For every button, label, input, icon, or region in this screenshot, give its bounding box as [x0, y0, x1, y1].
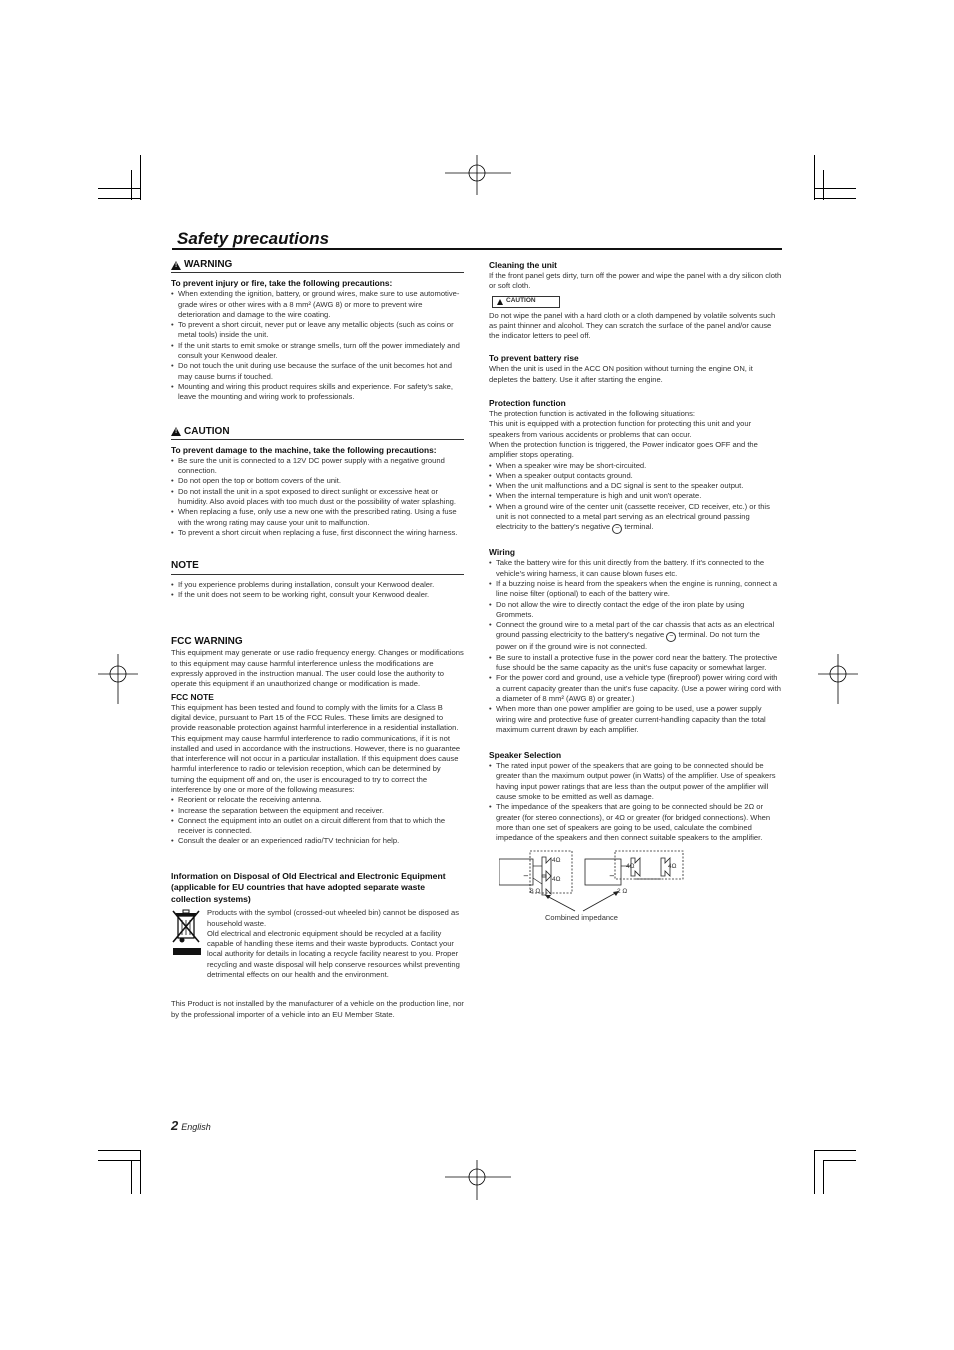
list-item: • Do not touch the unit during use because the surface of the unit becomes hot and may cause burns if touched. — [171, 361, 464, 382]
page-language: English — [181, 1122, 211, 1132]
caution-list — [171, 456, 464, 538]
impedance-diagram-graphic — [499, 849, 699, 921]
list-item: • When a speaker output contacts ground. — [489, 471, 782, 481]
list-item: • Take the battery wire for this unit directly from the battery. If it's connected to the vehicle's wiring harness, it can cause blown fuses etc. — [489, 558, 782, 579]
list-item: • Do not allow the wire to directly contact the edge of the iron plate by using Grommets. — [489, 600, 782, 621]
list-item-text: When a ground wire of the center unit (cassette receiver, CD receiver, etc.) or this unit is not connected to a metal part serving as an electrical ground passing electricity to the battery's negative — [496, 501, 770, 532]
impedance-label-4ohm: 4Ω — [552, 857, 561, 865]
impedance-label-4ohm: 4Ω — [552, 876, 561, 884]
list-item: • Connect the equipment into an outlet on a circuit different from that to which the receiver is connected. — [171, 816, 464, 837]
protection-text-3: When the protection function is triggered, the Power indicator goes OFF and the amplifier stops operating. — [489, 439, 758, 460]
registration-mark-top — [445, 155, 511, 195]
speaker-list — [489, 761, 782, 843]
fcc-note-text: This equipment has been tested and found to comply with the limits for a Class B digital device, pursuant to Part 15 of the FCC Rules. These limits are designed to provide reasonable protection against harmful interference in a residential installation. This equipment may cause harmful interference to radio communications, if it is not installed and used in accordance with the instructions. However, there is no guarantee that interference will not occur in a particular installation. If this equipment does cause harmful interference to radio or television reception, which can be determined by turning the equipment off and on, the user is encouraged to try to correct the interference by one or more of the following measures: — [171, 702, 461, 794]
impedance-diagram — [489, 849, 782, 931]
caution-subheading: To prevent damage to the machine, take the following precautions: — [171, 444, 437, 455]
list-item: • Do not install the unit in a spot exposed to direct sunlight or excessive heat or humidity. Also avoid places with too much dust or the possibility of water splashing. — [171, 487, 464, 508]
title-divider — [172, 248, 782, 250]
page-title: Safety precautions — [177, 229, 330, 248]
note-list — [171, 580, 464, 601]
disposal-text — [207, 908, 464, 980]
list-item: • When a speaker wire may be short-circuited. — [489, 461, 782, 471]
list-item: • Increase the separation between the equipment and receiver. — [171, 806, 464, 816]
impedance-label-8ohm: 8 Ω — [530, 888, 541, 896]
page-number: 2 — [171, 1118, 179, 1133]
list-item: • Be sure the unit is connected to a 12V DC power supply with a negative ground connection. — [171, 456, 464, 477]
impedance-label-2ohm: 2 Ω — [617, 888, 628, 896]
list-item: • When the unit malfunctions and a DC signal is sent to the speaker output. — [489, 481, 782, 491]
warning-heading-text: WARNING — [184, 259, 233, 270]
cleaning-heading: Cleaning the unit — [489, 260, 557, 270]
impedance-caption: Combined impedance — [545, 913, 618, 923]
fcc-note-list — [171, 795, 464, 846]
list-item — [489, 620, 782, 653]
caution-badge-label: CAUTION — [506, 297, 536, 305]
warning-list — [171, 289, 464, 402]
wiring-heading: Wiring — [489, 547, 515, 558]
speaker-heading: Speaker Selection — [489, 750, 562, 761]
list-item: • If you experience problems during installation, consult your Kenwood dealer. — [171, 580, 464, 590]
negative-terminal-icon: − — [612, 524, 622, 534]
list-item: • The rated input power of the speakers that are going to be connected should be greater than the maximum output power (in Watts) of the amplifier. Use of speakers having input power ratings that are less than the output power of the amplifier will cause smoke to be emitted as well as damage. — [489, 761, 782, 802]
list-item: • Consult the dealer or an experienced radio/TV technician for help. — [171, 836, 464, 846]
disposal-block — [171, 908, 464, 980]
registration-mark-bottom — [445, 1160, 511, 1200]
caution-heading-text: CAUTION — [184, 425, 230, 437]
right-column — [489, 260, 782, 931]
list-item: • When the internal temperature is high and unit won't operate. — [489, 491, 782, 501]
left-column — [171, 260, 464, 1020]
list-item: • The impedance of the speakers that are going to be connected should be 2Ω or greater (for stereo connections), or 4Ω or greater (for bridged connections). When more than one set of speakers are going to be used, calculate the combined impedance of the speakers and then connect suitable speakers to the amplifier. — [489, 802, 782, 843]
warning-icon: ! — [171, 261, 181, 270]
caution-icon: ! — [171, 427, 181, 436]
registration-mark-left — [98, 654, 138, 704]
disposal-text-2: Old electrical and electronic equipment should be recycled at a facility capable of handling these items and their waste byproducts. Contact your local authority for details in locating a recycle facility nearest to you. Proper recycling and waste disposal will help conserve resources whilst preventing detrimental effects on our health and the environment. — [207, 928, 460, 980]
cleaning-text: If the front panel gets dirty, turn off the power and wipe the panel with a dry silicon cloth or soft cloth. — [489, 271, 782, 291]
wiring-list — [489, 558, 782, 735]
cleaning-caution-text: Do not wipe the panel with a hard cloth or a cloth dampened by volatile solvents such as paint thinner and alcohol. They can scratch the surface of the panel and/or cause the indicator letters to peel off. — [489, 310, 776, 341]
note-heading — [171, 561, 464, 574]
svg-text:−: − — [523, 872, 529, 881]
list-item — [489, 502, 782, 535]
list-item: • Mounting and wiring this product requires skills and experience. For safety's sake, leave the mounting and wiring work to professionals. — [171, 382, 464, 403]
list-item: • Be sure to install a protective fuse in the power cord near the battery. The protective fuse should be the same capacity as the unit's fuse capacity or somewhat larger. — [489, 653, 782, 674]
disposal-text-1: Products with the symbol (crossed-out wheeled bin) cannot be disposed as household waste. — [207, 908, 459, 928]
protection-heading: Protection function — [489, 398, 566, 409]
list-item: • For the power cord and ground, use a vehicle type (fireproof) power wiring cord with a current capacity greater than the unit's fuse capacity. (Use a power wiring cord with a diameter of 8 mm² (AWG 8) or greater.) — [489, 673, 782, 704]
impedance-label-4ohm: 4Ω — [626, 863, 635, 871]
caution-badge-icon — [497, 299, 503, 305]
note-heading-text: NOTE — [171, 560, 199, 572]
list-item: • If the unit does not seem to be working right, consult your Kenwood dealer. — [171, 590, 464, 600]
list-item: • To prevent a short circuit, never put or leave any metallic objects (such as coins or metal tools) inside the unit. — [171, 320, 464, 341]
list-item: • If a buzzing noise is heard from the speakers when the engine is running, connect a line noise filter (optional) to each of the battery wire. — [489, 579, 782, 600]
protection-list — [489, 461, 782, 535]
protection-text-1: The protection function is activated in the following situations: — [489, 409, 695, 419]
list-item: • If the unit starts to emit smoke or strange smells, turn off the power immediately and consult your Kenwood dealer. — [171, 341, 464, 362]
caution-heading — [171, 427, 464, 440]
fcc-warning-heading: FCC WARNING — [171, 636, 243, 648]
registration-mark-right — [818, 654, 858, 704]
disposal-closing: This Product is not installed by the manufacturer of a vehicle on the production line, nor by the professional importer of a vehicle into an EU Member State. — [171, 999, 464, 1019]
list-item: • When extending the ignition, battery, or ground wires, make sure to use automotive-grade wires or other wires with a 8 mm² (AWG 8) or more to prevent wire deterioration and damage to the wire coating. — [171, 289, 464, 320]
warning-heading — [171, 260, 464, 273]
list-item: • When more than one power amplifier are going to be used, use a power supply wiring wire and protective fuse of greater current-handling capacity than the total maximum current drawn by each amplifier. — [489, 704, 782, 735]
list-item: • When replacing a fuse, only use a new one with the prescribed rating. Using a fuse with the wrong rating may cause your unit to malfunction. — [171, 507, 464, 528]
caution-badge — [492, 296, 560, 308]
battery-heading: To prevent battery rise — [489, 353, 579, 364]
page-footer — [171, 1118, 211, 1133]
negative-terminal-icon: − — [666, 632, 676, 642]
svg-text:−: − — [609, 872, 615, 881]
battery-text: When the unit is used in the ACC ON position without turning the engine ON, it depletes the battery. Use it after starting the engine. — [489, 364, 753, 384]
list-item-text: terminal. Do not turn the power on if the ground wire is not connected. — [496, 630, 760, 652]
list-item-text: terminal. — [624, 522, 654, 532]
list-item: • Do not open the top or bottom covers of the unit. — [171, 476, 464, 486]
impedance-label-4ohm: 4Ω — [668, 863, 677, 871]
warning-subheading: To prevent injury or fire, take the following precautions: — [171, 278, 393, 289]
list-item-text: Connect the ground wire to a metal part of the car chassis that acts as an electrical ground passing electricity to the battery's negative — [496, 620, 775, 640]
protection-text-2: This unit is equipped with a protection function for protecting this unit and your speakers from various accidents or problems that can occur. — [489, 419, 752, 439]
fcc-warning-text: This equipment may generate or use radio frequency energy. Changes or modifications to this equipment may cause harmful interference unless the modifications are expressly approved in the instruction manual. The user could lose the authority to operate this equipment if an unauthorized change or modification is made. — [171, 648, 464, 689]
crossed-out-bin-icon — [171, 908, 202, 956]
list-item: • To prevent a short circuit when replacing a fuse, first disconnect the wiring harness. — [171, 528, 464, 538]
fcc-note-heading: FCC NOTE — [171, 691, 214, 702]
list-item: • Reorient or relocate the receiving antenna. — [171, 795, 464, 805]
disposal-heading: Information on Disposal of Old Electrical and Electronic Equipment (applicable for EU countries that have adopted separate waste collection systems) — [171, 870, 446, 904]
